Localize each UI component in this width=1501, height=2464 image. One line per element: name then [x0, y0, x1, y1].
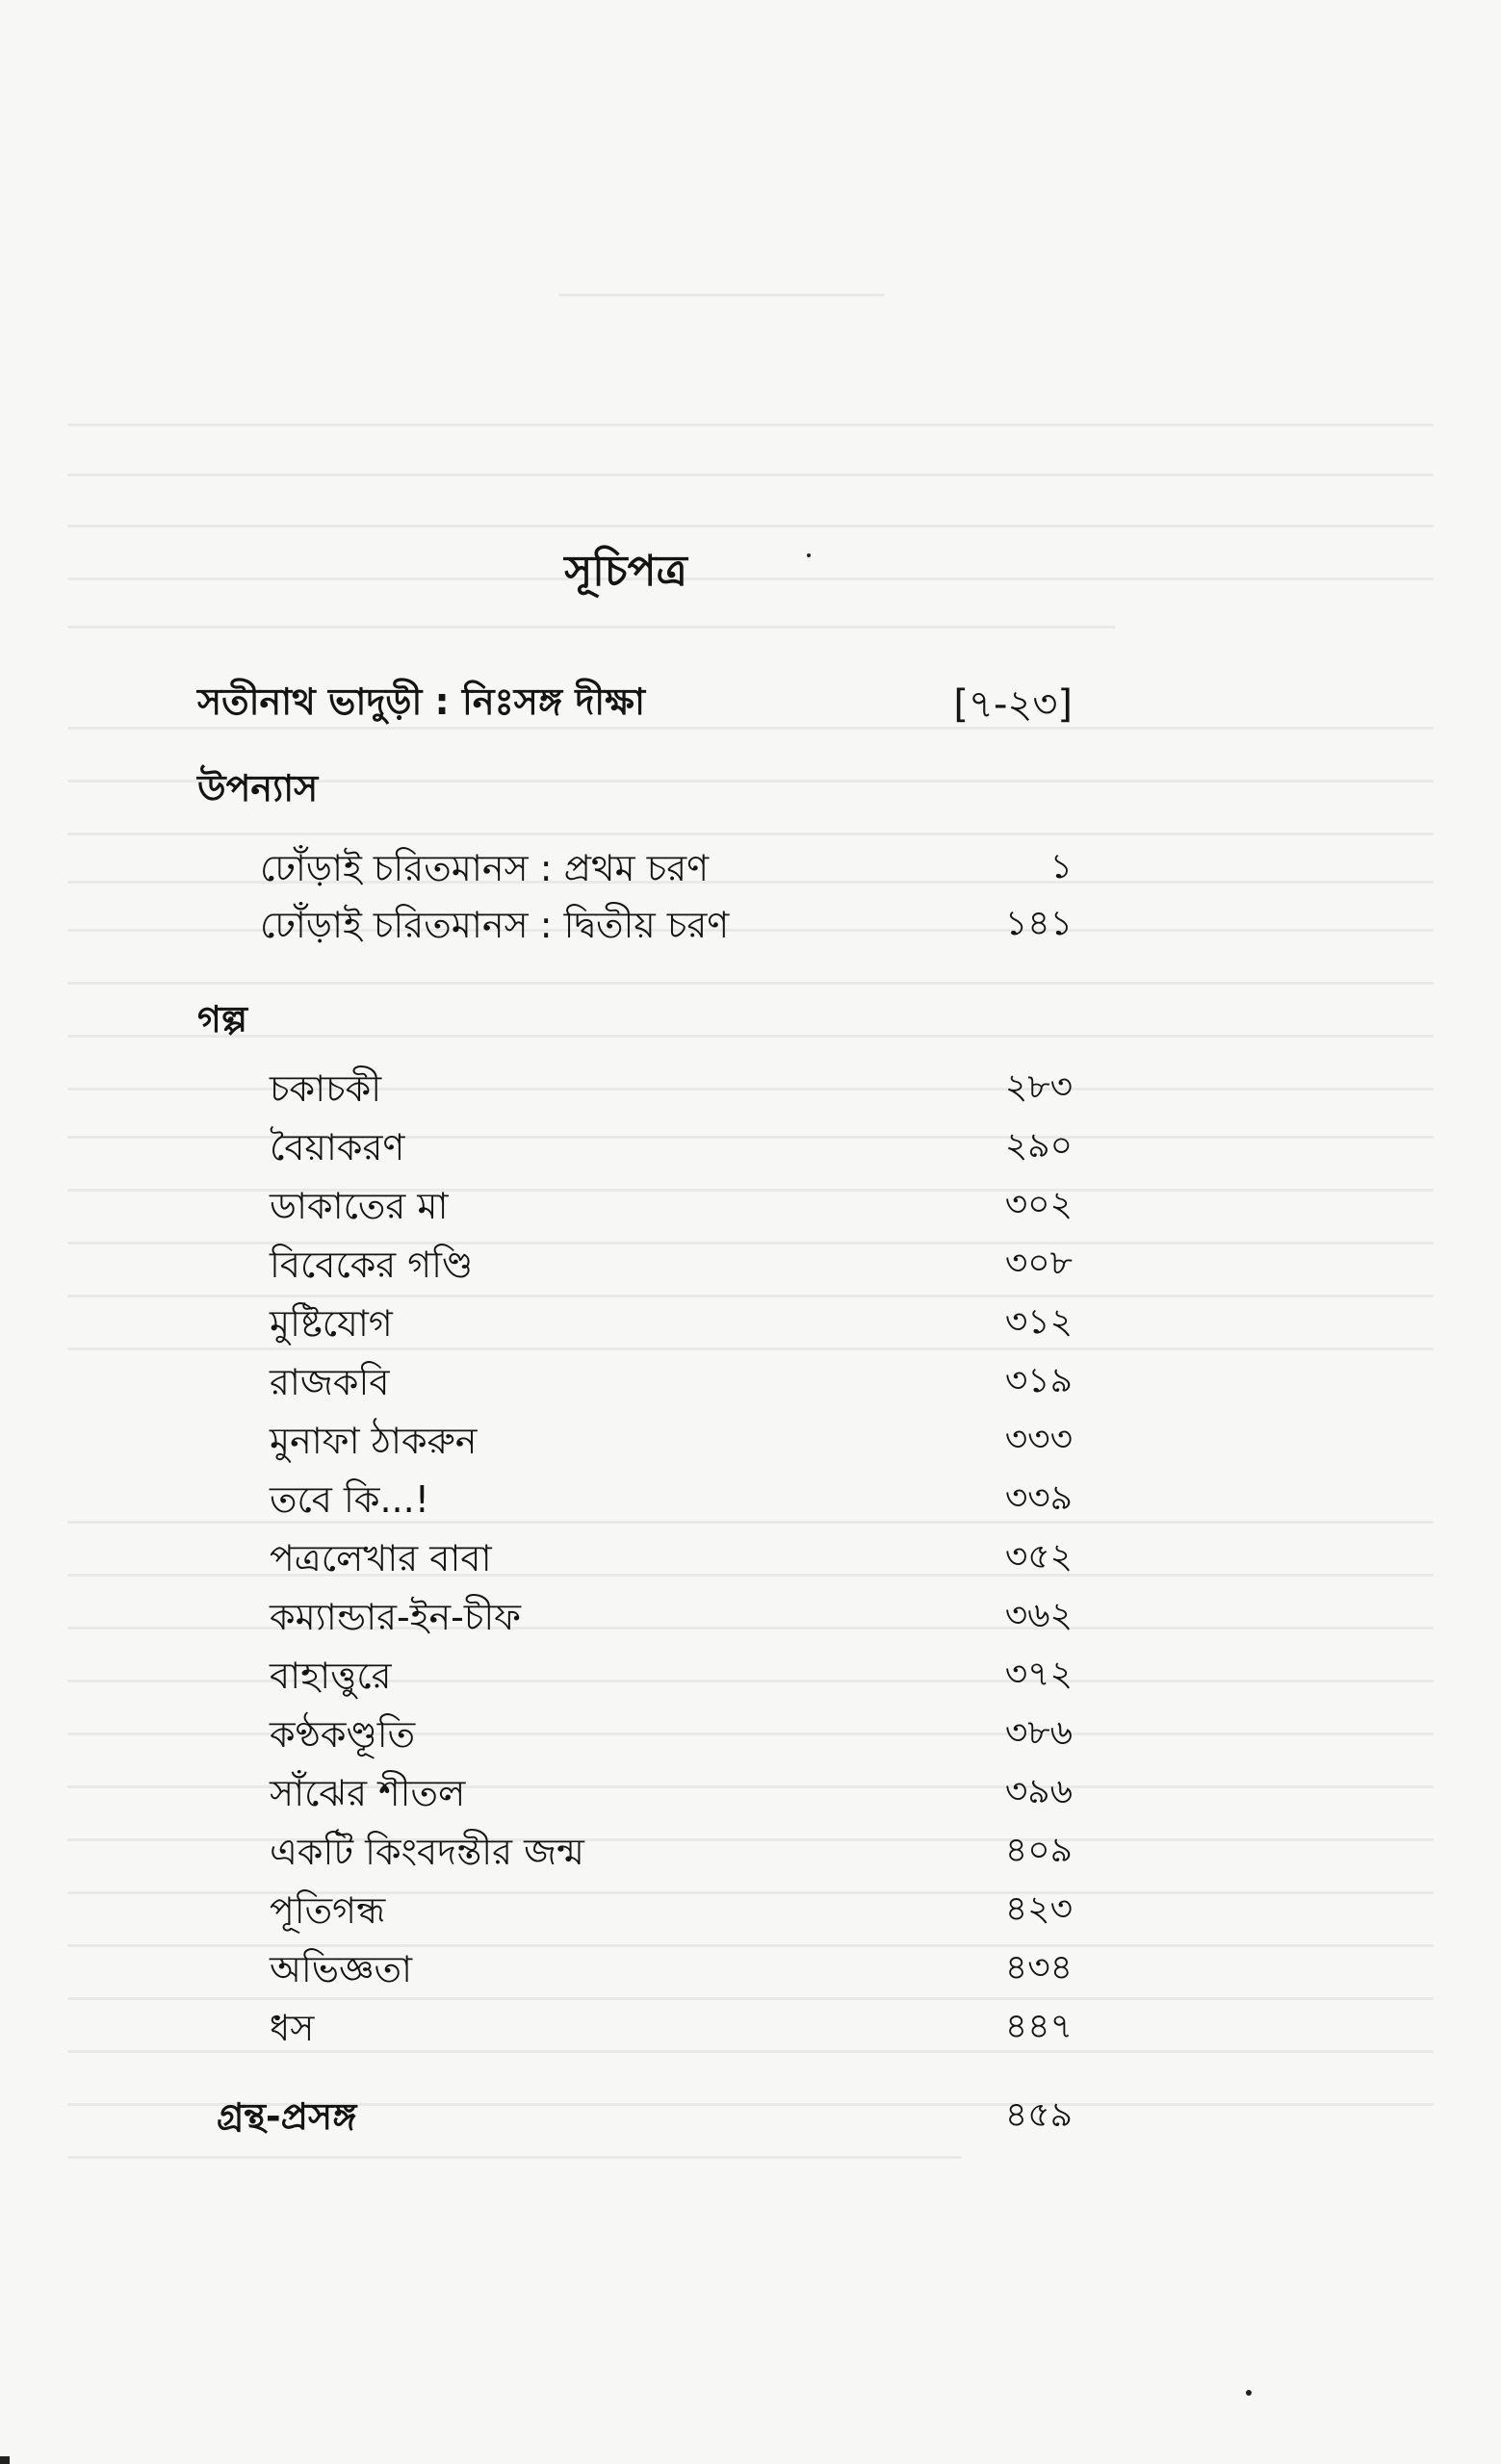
toc-row [0, 1413, 1501, 1471]
toc-row [0, 1296, 1501, 1353]
page-title: সূচিপত্র [564, 547, 687, 596]
toc-entry-label: সাঁঝের শীতল [270, 1772, 466, 1814]
toc-entry-label: বাহাত্তুরে [270, 1655, 392, 1697]
toc-entry-page: ৪৪৭ [1004, 2007, 1073, 2046]
toc-entry-page: ৪২৩ [1004, 1889, 1073, 1929]
toc-entry-label: ডাকাতের মা [270, 1185, 449, 1227]
toc-entry-page: ২৮৩ [1004, 1067, 1073, 1107]
toc-row [0, 1178, 1501, 1236]
scan-speck [0, 2456, 10, 2464]
toc-entry-page: ৩৫২ [1004, 1537, 1073, 1577]
toc-entry-page: ২৯০ [1004, 1126, 1073, 1166]
toc-entry-page: ৪০৯ [1004, 1831, 1073, 1870]
toc-entry-page: [৭-২৩] [953, 682, 1073, 727]
toc-entry-page: ৩১২ [1004, 1302, 1073, 1342]
toc-entry-label: একটি কিংবদন্তীর জন্ম [270, 1831, 584, 1873]
toc-entry-page: ৩৮৬ [1004, 1713, 1073, 1753]
section-heading-stories: গল্প [197, 998, 248, 1040]
toc-entry-label: ঢোঁড়াই চরিতমানস : প্রথম চরণ [260, 847, 710, 889]
toc-row [0, 1354, 1501, 1412]
toc-entry-label: মুনাফা ঠাকরুন [270, 1420, 478, 1462]
toc-entry-label: কম্যান্ডার-ইন-চীফ [270, 1596, 522, 1638]
toc-entry-label: পত্রলেখার বাবা [270, 1537, 492, 1579]
toc-entry-page: ৩৯৬ [1004, 1772, 1073, 1811]
toc-row [0, 897, 1501, 955]
toc-entry-label: বিবেকের গণ্ডি [270, 1244, 474, 1286]
toc-entry-page: ৩৩৩ [1004, 1420, 1073, 1459]
toc-entry-page: ৩৭২ [1004, 1655, 1073, 1694]
toc-entry-label: চকাচকী [270, 1067, 382, 1110]
toc-row [0, 1061, 1501, 1118]
toc-row-intro [0, 674, 1501, 732]
toc-row [0, 1472, 1501, 1529]
toc-row [0, 1237, 1501, 1295]
toc-entry-page: ৩১৯ [1004, 1361, 1073, 1400]
toc-entry-label: পূতিগন্ধ [270, 1889, 386, 1932]
toc-entry-label: ঢোঁড়াই চরিতমানস : দ্বিতীয় চরণ [260, 904, 730, 946]
toc-entry-label: গ্রন্থ-প্রসঙ্গ [217, 2095, 357, 2138]
section-heading-novels: উপন্যাস [197, 767, 319, 809]
toc-row [0, 1707, 1501, 1764]
toc-row [0, 1530, 1501, 1588]
toc-entry-label: অভিজ্ঞতা [270, 1948, 412, 1990]
toc-row [0, 1589, 1501, 1647]
toc-entry-label: বৈয়াকরণ [270, 1126, 405, 1168]
toc-row-appendix [0, 2089, 1501, 2146]
toc-entry-label: মুষ্টিযোগ [270, 1302, 393, 1345]
toc-entry-page: ৩০৮ [1004, 1244, 1073, 1283]
toc-row [0, 2000, 1501, 2058]
toc-entry-page: ৪৫৯ [1004, 2095, 1073, 2135]
toc-row [0, 1941, 1501, 1999]
toc-row [0, 1765, 1501, 1823]
toc-entry-label: তবে কি...! [270, 1478, 429, 1521]
toc-entry-label: রাজকবি [270, 1361, 390, 1403]
toc-entry-page: ৩৬২ [1004, 1596, 1073, 1635]
toc-entry-label: ধস [270, 2007, 315, 2049]
toc-entry-page: ১ [1049, 847, 1073, 886]
toc-entry-label: সতীনাথ ভাদুড়ী : নিঃসঙ্গ দীক্ষা [197, 680, 645, 723]
toc-entry-label: কণ্ঠকণ্ডূতি [270, 1713, 416, 1756]
toc-row [0, 1648, 1501, 1706]
toc-row [0, 840, 1501, 898]
toc-row [0, 1824, 1501, 1882]
toc-entry-page: ১৪১ [1004, 904, 1073, 943]
toc-entry-page: ৪৩৪ [1004, 1948, 1073, 1988]
toc-entry-page: ৩০২ [1004, 1185, 1073, 1224]
toc-row [0, 1119, 1501, 1177]
toc-entry-page: ৩৩৯ [1004, 1478, 1073, 1518]
toc-row [0, 1883, 1501, 1940]
scan-speck [1246, 2390, 1252, 2396]
